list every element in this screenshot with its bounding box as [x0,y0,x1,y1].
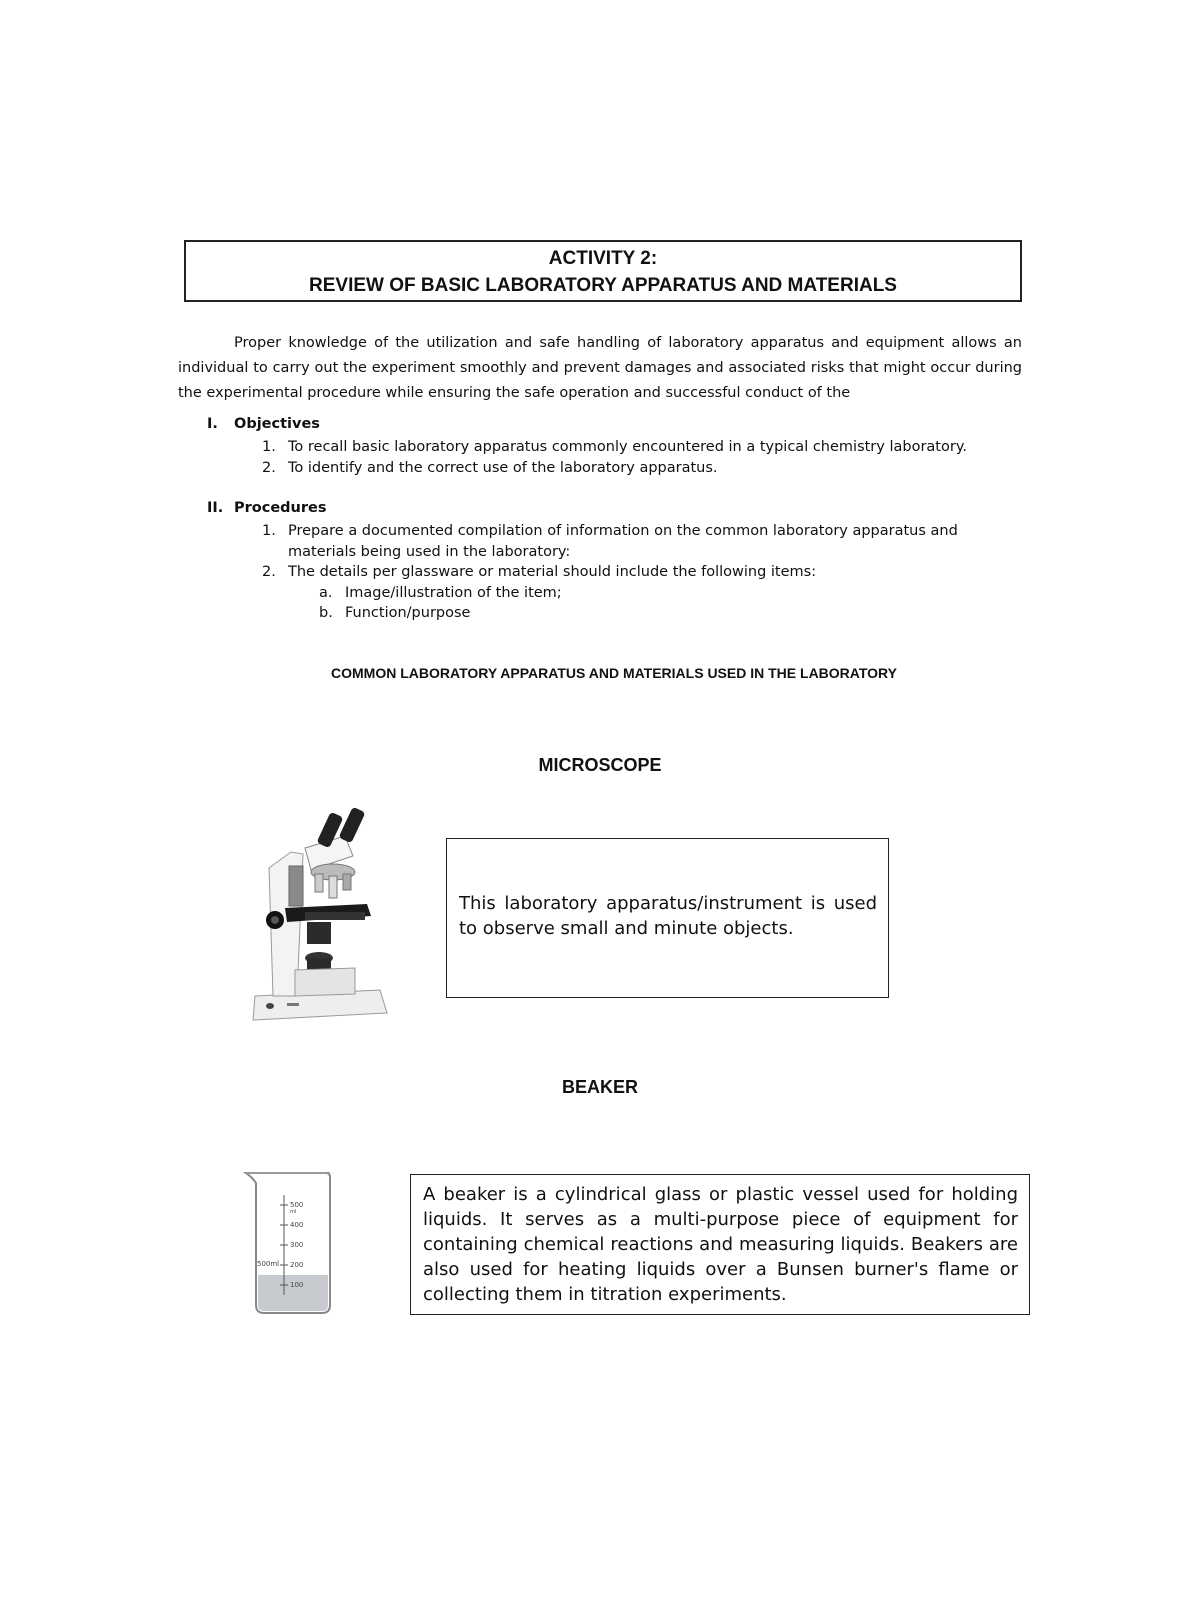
beaker-mark-100: 100 [290,1281,304,1289]
microscope-description-box [446,838,889,998]
activity-title: REVIEW OF BASIC LABORATORY APPARATUS AND MATERIALS [309,275,897,296]
procedure-item: 2. The details per glassware or material should include the following items: [262,564,817,580]
procedure-subitem: a. Image/illustration of the item; [319,584,562,601]
section-title: COMMON LABORATORY APPARATUS AND MATERIALS USED IN THE LABORATORY [331,665,897,681]
microscope-image [245,808,395,1023]
microscope-description: This laboratory apparatus/instrument is used to observe small and minute objects. [459,893,877,939]
beaker-description-box [410,1174,1030,1315]
objective-item: 1. To recall basic laboratory apparatus commonly encountered in a typical chemistry laboratory. [262,439,967,455]
procedures-numeral: II. [207,500,224,516]
objectives-list [262,437,1022,478]
procedures-heading [207,500,327,516]
procedure-subitem: b. Function/purpose [319,605,471,621]
objectives-heading [207,416,320,432]
procedure-item-continued: materials being used in the laboratory: [288,543,571,560]
beaker-mark-500: 500 [290,1201,304,1209]
beaker-mark-unit: ml [290,1209,297,1215]
beaker-image [240,1165,350,1315]
beaker-mark-200: 200 [290,1261,304,1269]
beaker-volume-label: 500ml [257,1260,280,1268]
activity-title-box [184,240,1022,302]
procedure-item: 1. Prepare a documented compilation of information on the common laboratory apparatus and [262,523,958,539]
procedures-title: Procedures [234,500,327,516]
objective-item: 2. To identify and the correct use of the laboratory apparatus. [262,459,718,476]
intro-text: Proper knowledge of the utilization and safe handling of laboratory apparatus and equipment allows an individual to carry out the experiment smoothly and prevent damages and associated risks that might occur during the experimental procedure while ensuring the safe operation and successful conduct of the [178,335,1022,401]
activity-number: ACTIVITY 2: [548,248,658,269]
beaker-mark-400: 400 [290,1221,304,1229]
procedures-list [262,521,1032,624]
beaker-description: A beaker is a cylindrical glass or plastic vessel used for holding liquids. It serves as a multi-purpose piece of equipment for containing chemical reactions and measuring liquids. Beakers are also used for heating liquids over a Bunsen burner's flame or collecting them in titration experiments. [423,1184,1018,1305]
objectives-numeral: I. [207,416,218,432]
beaker-title: BEAKER [561,1077,638,1097]
microscope-title: MICROSCOPE [538,755,662,775]
beaker-mark-300: 300 [290,1241,304,1249]
objectives-title: Objectives [234,416,320,432]
intro-paragraph [178,331,1022,406]
